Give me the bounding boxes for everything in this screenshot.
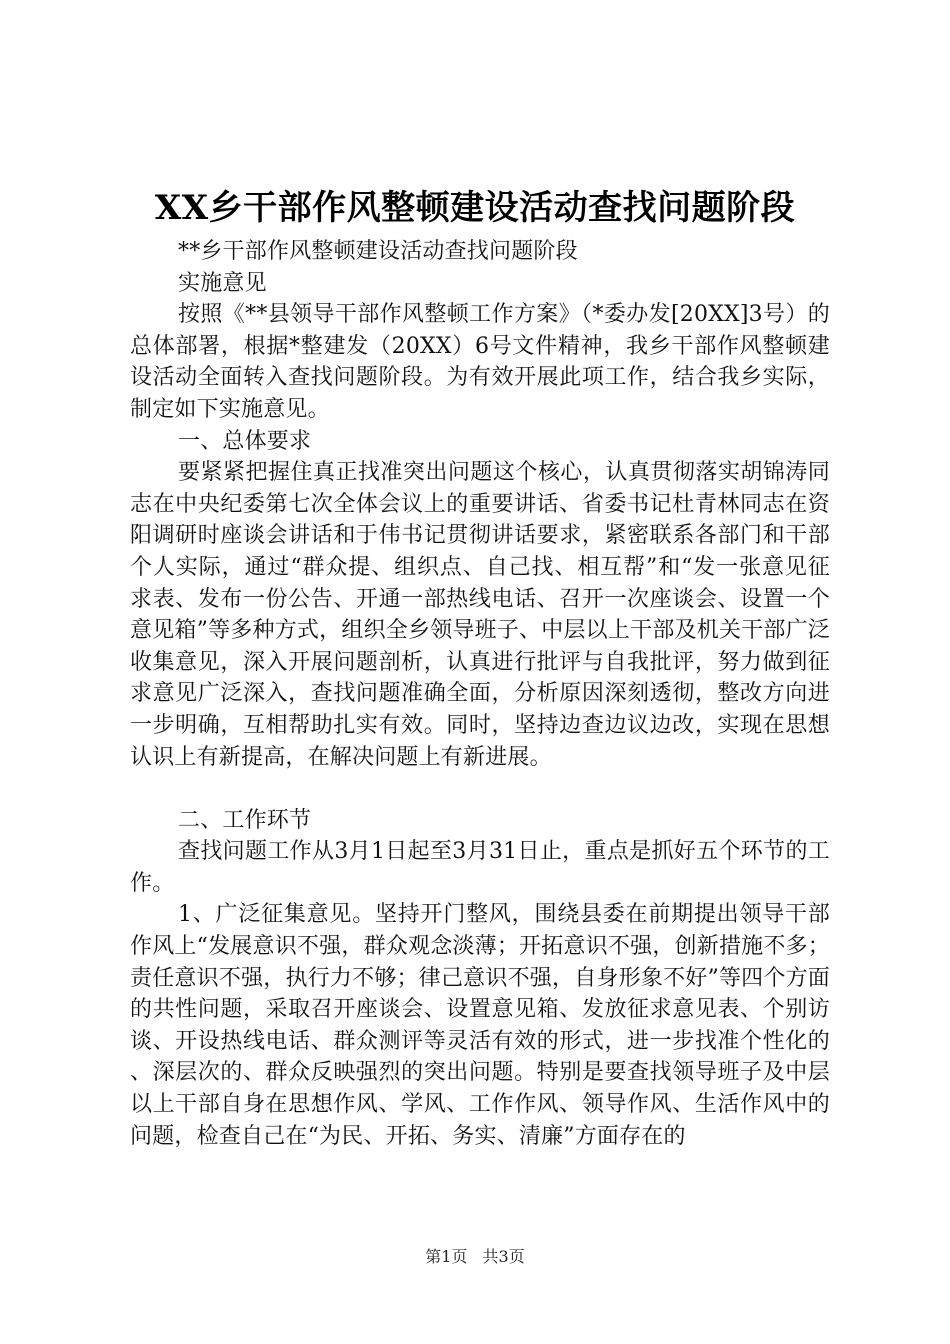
section-1-heading: 一、总体要求 [178, 428, 312, 454]
subtitle-line-2: 实施意见 [178, 270, 267, 296]
section-2-paragraph: 查找问题工作从3月1日起至3月31日止，重点是抓好五个环节的工作。 [130, 839, 830, 896]
page-number: 第1页 [425, 1247, 468, 1266]
item-1-paragraph: 1、广泛征集意见。坚持开门整风，围绕县委在前期提出领导干部作风上“发展意识不强，群众观念淡薄；开拓意识不强，创新措施不多；责任意识不强，执行力不够；律己意识不强，自身形象不好”等四个方面的共性问题，采取召开座谈会、设置意见箱、发放征求意见表、个别访谈、开设热线电话、群众测评等灵活有效的形式，进一步找准个性化的、深层次的、群众反映强烈的突出问题。特别是要查找领导班子及中层以上干部自身在思想作风、学风、工作作风、领导作风、生活作风中的问题，检查自己在“为民、开拓、务实、清廉”方面存在的 [130, 902, 830, 1149]
page-total: 共3页 [482, 1247, 525, 1266]
paragraph-spacer [130, 773, 830, 805]
document-body [130, 236, 830, 1152]
section-2-heading: 二、工作环节 [178, 807, 312, 833]
page-footer [0, 1244, 950, 1267]
section-1-paragraph: 要紧紧把握住真正找准突出问题这个核心，认真贯彻落实胡锦涛同志在中央纪委第七次全体会议上的重要讲话、省委书记杜青林同志在资阳调研时座谈会讲话和于伟书记贯彻讲话要求，紧密联系各部门和干部个人实际，通过“群众提、组织点、自己找、相互帮”和“发一张意见征求表、发布一份公告、开通一部热线电话、召开一次座谈会、设置一个意见箱”等多种方式，组织全乡领导班子、中层以上干部及机关干部广泛收集意见，深入开展问题剖析，认真进行批评与自我批评，努力做到征求意见广泛深入，查找问题准确全面，分析原因深刻透彻，整改方向进一步明确，互相帮助扎实有效。同时，坚持边查边议边改，实现在思想认识上有新提高，在解决问题上有新进展。 [130, 460, 830, 770]
document-title: XX乡干部作风整顿建设活动查找问题阶段 [154, 188, 796, 228]
intro-paragraph: 按照《**县领导干部作风整顿工作方案》（*委办发[20XX]3号）的总体部署，根据*整建发（20XX）6号文件精神，我乡干部作风整顿建设活动全面转入查找问题阶段。为有效开展此项工作，结合我乡实际，制定如下实施意见。 [130, 302, 830, 422]
subtitle-line-1: **乡干部作风整顿建设活动查找问题阶段 [178, 239, 578, 264]
